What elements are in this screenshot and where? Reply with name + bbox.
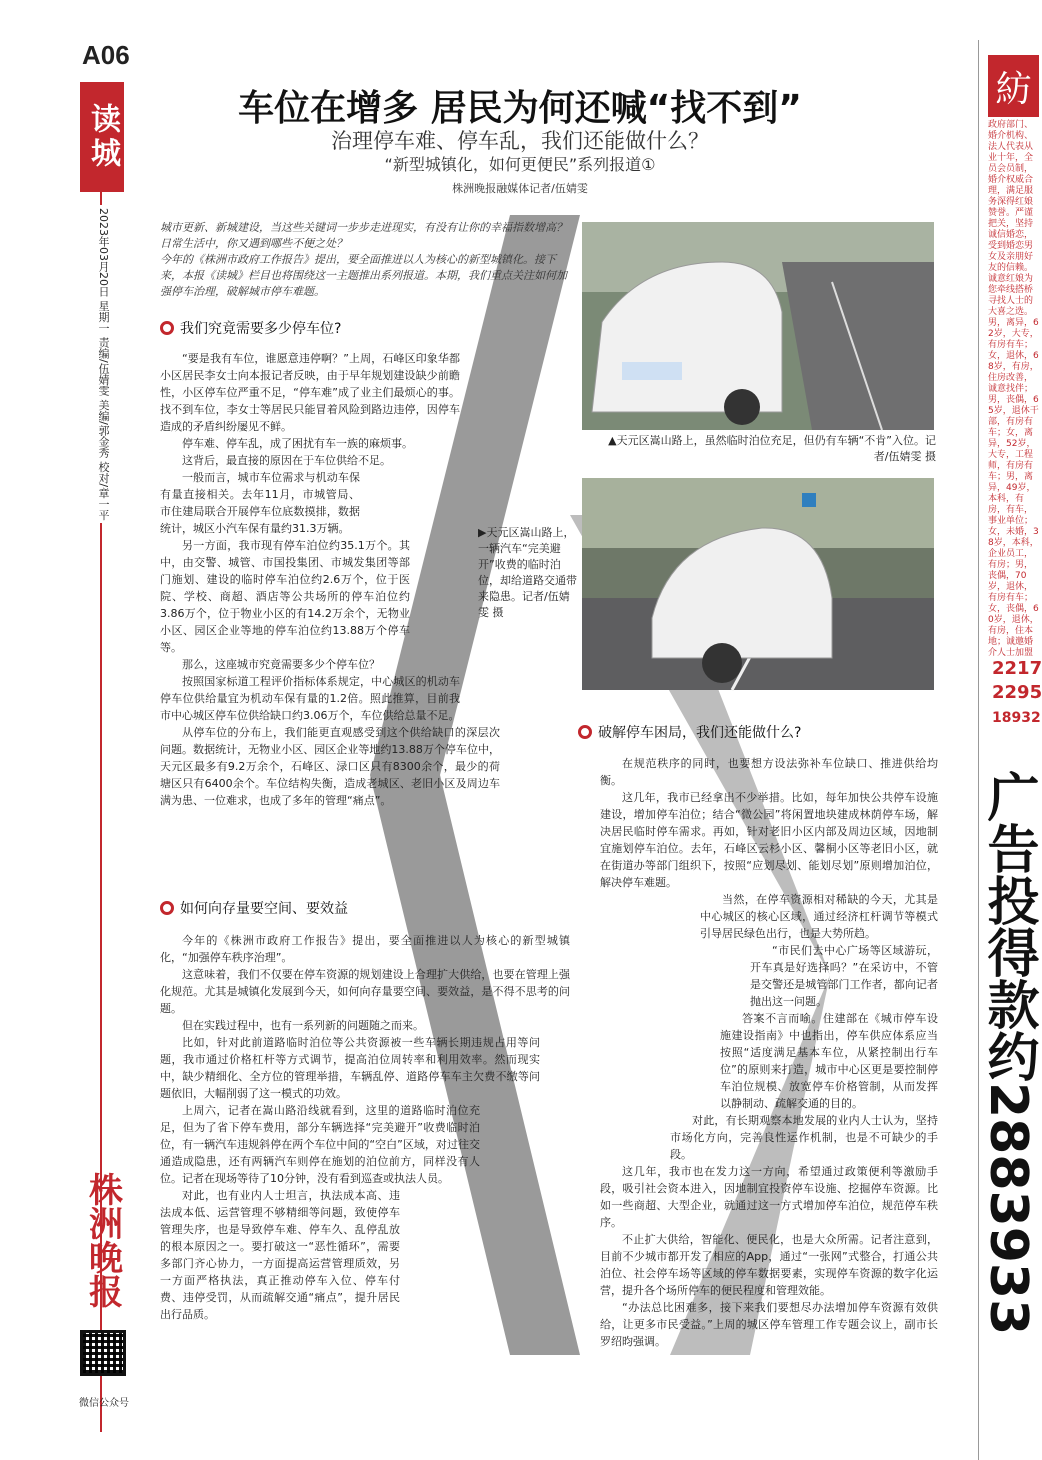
paragraph: 在规范秩序的同时，也要想方设法弥补车位缺口、推进供给均衡。 [600,757,938,787]
paragraph: “市民们去中心广场等区域游玩，开车真是好选择吗？”在采访中，不管是交警还是城管部门工作者，都向记者抛出这一问题。 [750,944,938,1008]
issue-meta: 2023年03月20日 星期一 责编/伍婧雯 美编/郭金秀 校对/章一平 [96,205,110,523]
paragraph: 上周六，记者在嵩山路沿线就看到，这里的道路临时泊位充足，但为了省下停车费用，部分车辆选择“完美避开”收费临时泊位，有一辆汽车违规斜停在两个车位中间的“空白”区域，对过往交通造成隐患，还有两辆汽车则停在施划的泊位前方，同样没有人位。记者在现场等待了10分钟，没有看到巡查或执法人员。 [160,1104,480,1185]
ad-phone-2: 2295 [992,682,1042,703]
photo-illegal-parking [582,478,934,690]
ad-big-text: 广告投得款约2883933 [978,770,1038,1336]
ad-phone-1: 2217 [992,658,1042,679]
newspaper-logo: 株洲晚报 [82,1172,123,1308]
section-2-body [160,932,570,1323]
paragraph: “办法总比困难多，接下来我们要想尽办法增加停车资源有效供给，让更多市民受益。”上周的城区停车管理工作专题会议上，副市长罗绍昀强调。 [600,1301,938,1348]
section-1-body [160,350,500,809]
section-heading-1 [160,318,341,338]
bullet-icon [160,901,174,915]
paragraph: 这几年，我市已经拿出不少举措。比如，每年加快公共停车设施建设，增加停车泊位；结合“微公园”将闲置地块建成林荫停车场，解决居民临时停车需求。再如，针对老旧小区内部及周边区域，因地制宜施划停车泊位。去年，石峰区云杉小区、馨桐小区等老旧小区，就在街道办等部门组织下，按照“应划尽划、能划尽划”原则增加泊位，解决停车难题。 [600,791,938,889]
byline: 株洲晚报融媒体记者/伍婧雯 [452,182,588,195]
ad-text: 政府部门、婚介机构、法人代表从业十年，全员会员制，婚介权威合理，满足服务深得红娘赞誉。严谨把关，坚持诚信婚恋，受到婚恋男女及亲朋好友的信赖。诚意红娘为您牵线搭桥寻找人士的大喜之选。男，离异，62岁，大专，有房有车；女，退休，68岁，有房，住房改善，诚意找伴；男，丧偶，65岁，退休干部，有房有车；女，离异，52岁，大专，工程师，有房有车；男，离异，49岁，本科，有房，有车，事业单位；女，未婚，38岁，本科，企业员工，有房；男，丧偶，70岁，退休，有房有车；女，丧偶，60岁，退休，有房，住本地；诚邀婚介人士加盟 [988,120,1039,658]
paragraph: “要是我有车位，谁愿意违停啊？”上周，石峰区印象华都小区居民李女士向本报记者反映，由于早年规划建设缺少前瞻性，小区停车位严重不足，“停车难”成了业主们最烦心的事。找不到车位，李女士等居民只能冒着风险到路边违停，因停车造成的矛盾纠纷屡见不鲜。 [160,352,460,433]
caption-1: ▲天元区嵩山路上，虽然临时泊位充足，但仍有车辆“不肯”入位。记者/伍婧雯 摄 [608,434,936,463]
ad-phone-3: 18932 [992,710,1041,726]
article-intro [160,220,570,300]
section-heading-2-text: 如何向存量要空间、要效益 [180,901,348,917]
paragraph: 当然，在停车资源相对稀缺的今天，尤其是中心城区的核心区域，通过经济杠杆调节等模式引导居民绿色出行，也是大势所趋。 [700,893,938,940]
page-number: A06 [82,40,130,70]
paragraph: 一般而言，城市车位需求与机动车保有量直接相关。去年11月，市城管局、市住建局联合开展停车位底数摸排，数据统计，城区小汽车保有量约31.3万辆。 [160,471,360,535]
section-heading-3 [578,722,801,742]
paragraph: 不止扩大供给，智能化、便民化，也是大众所需。记者注意到，目前不少城市都开发了相应的App，通过“一张网”式整合，打通公共泊位、社会停车场等区域的停车数据要素，实现停车资源的数字化运营，提升各个场所停车的便民程度和管理效能。 [600,1233,938,1297]
section-3-body [600,755,938,1350]
paragraph: 停车难、停车乱，成了困扰有车一族的麻烦事。 [182,437,413,450]
photo-parked-car [582,222,934,430]
paragraph: 今年的《株洲市政府工作报告》提出，要全面推进以人为核心的新型城镇化，“加强停车秩序治理”。 [160,934,570,964]
qr-label: 微信公众号 [79,1398,129,1409]
qr-code-icon [80,1330,126,1376]
bullet-icon [160,321,174,335]
section-heading-2 [160,898,348,918]
caption-2: ▶天元区嵩山路上，一辆汽车“完美避开”收费的临时泊位，却给道路交通带来隐患。记者/伍婧雯 摄 [478,526,577,619]
intro-text: 城市更新、新城建设，当这些关键词一步步走进现实，有没有让你的幸福指数增高？日常生活中，你又遇到哪些不便之处？ 今年的《株洲市政府工作报告》提出，要全面推进以人为核心的新型城镇化。接下来，本报《读城》栏目也将围绕这一主题推出系列报道。本期，我们重点关注如何加强停车治理，破解城市停车难题。 [160,221,567,298]
paragraph: 那么，这座城市究竟需要多少个停车位？ [182,658,380,671]
ad-heading: 紡 [988,55,1039,117]
series-title: “新型城镇化，如何更便民”系列报道① [384,155,656,174]
bullet-icon [578,725,592,739]
paragraph: 对此，有长期观察本地发展的业内人士认为，坚持市场化方向，完善良性运作机制，也是不可缺少的手段。 [670,1114,938,1161]
section-heading-1-text: 我们究竟需要多少停车位? [180,321,342,337]
section-tag: 读城 [80,82,124,192]
paragraph: 这背后，最直接的原因在于车位供给不足。 [182,454,391,467]
paragraph: 但在实践过程中，也有一系列新的问题随之而来。 [182,1019,424,1032]
paragraph: 这意味着，我们不仅要在停车资源的规划建设上合理扩大供给，也要在管理上强化规范。尤其是城镇化发展到今天，如何向存量要空间、要效益，是不得不思考的问题。 [160,968,570,1015]
paragraph: 这几年，我市也在发力这一方向，希望通过政策便利等激励手段，吸引社会资本进入，因地制宜投资停车设施、挖掘停车资源。比如一些商超、大型企业，就通过这一方式增加停车泊位，规范停车秩序。 [600,1165,938,1229]
paragraph: 按照国家标道工程评价指标体系规定，中心城区的机动车停车位供给量宜为机动车保有量的1.2倍。照此推算，目前我市中心城区停车位供给缺口约3.06万个，车位供给总量不足。 [160,675,460,722]
section-heading-3-text: 破解停车困局，我们还能做什么? [598,725,802,741]
paragraph: 另一方面，我市现有停车泊位约35.1万个。其中，由交警、城管、市国投集团、市城发集团等部门施划、建设的临时停车泊位约2.6万个，位于医院、学校、商超、酒店等公共场所的停车泊位约3.86万个，位于物业小区的有14.2万余个，无物业小区、园区企业等地的停车泊位约13.88万个停车等。 [160,539,410,654]
paragraph: 对此，也有业内人士坦言，执法成本高、违法成本低、运营管理不够精细等问题，致使停车管理失序，也是导致停车难、停车久、乱停乱放的根本原因之一。要打破这一“恶性循环”，需要多部门齐心协力，一方面提高运营管理质效，另一方面严格执法，真正推动停车入位、停车付费、违停受罚，从而疏解交通“痛点”，提升居民出行品质。 [160,1189,400,1321]
article-subtitle: 治理停车难、停车乱，我们还能做什么？ [331,129,709,153]
paragraph: 比如，针对此前道路临时泊位等公共资源被一些车辆长期违规占用等问题，我市通过价格杠杆等方式调节，提高泊位周转率和利用效率。然而现实中，缺少精细化、全方位的管理举措，车辆乱停、道路停车车主欠费不缴等问题依旧，大幅削弱了这一模式的功效。 [160,1036,540,1100]
paragraph: 从停车位的分布上，我们能更直观感受到这个供给缺口的深层次问题。数据统计，无物业小区、园区企业等地约13.88万个停车位中，天元区最多有9.2万余个，石峰区、渌口区只有8300余个，最少的荷塘区只有6400余个。车位结构失衡，造成老城区、老旧小区及周边车满为患、一位难求，也成了多年的管理“痛点”。 [160,726,500,807]
article-headline: 车位在增多 居民为何还喊“找不到” [238,88,802,129]
paragraph: 答案不言而喻。住建部在《城市停车设施建设指南》中也指出，停车供应体系应当按照“适度满足基本车位，从紧控制出行车位”的原则来打造，城市中心区更是要控制停车泊位规模、放宽停车价格管制，从而发挥以静制动、疏解交通的目的。 [720,1012,938,1110]
